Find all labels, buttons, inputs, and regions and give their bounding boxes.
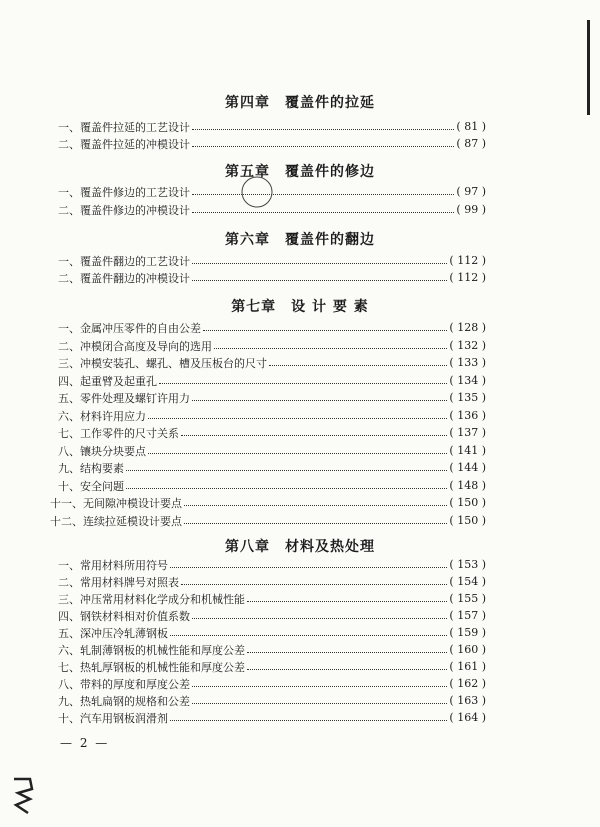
toc-entry[interactable] (58, 372, 486, 389)
entry-number: 二、 (58, 137, 80, 151)
leader-dots (192, 129, 454, 130)
toc-entry[interactable] (58, 118, 486, 135)
entry-title: 常用材料牌号对照表 (80, 575, 179, 589)
leader-dots (170, 720, 447, 721)
entry-title: 覆盖件拉延的冲模设计 (80, 137, 190, 151)
leader-dots (126, 488, 447, 489)
entry-page: ( 160 ) (449, 643, 486, 656)
toc-entry[interactable] (58, 269, 486, 286)
leader-dots (192, 194, 454, 195)
leader-dots (170, 567, 447, 568)
entry-title: 金属冲压零件的自由公差 (80, 321, 201, 335)
entry-page: ( 136 ) (449, 409, 486, 422)
entry-page: ( 159 ) (449, 626, 486, 639)
entry-title: 带料的厚度和厚度公差 (80, 677, 190, 691)
entry-number: 六、 (58, 643, 80, 657)
entry-page: ( 162 ) (449, 677, 486, 690)
entry-page: ( 134 ) (449, 374, 486, 387)
leader-dots (126, 470, 447, 471)
toc-entry[interactable] (58, 442, 486, 459)
entry-page: ( 154 ) (449, 575, 486, 588)
entry-number: 六、 (58, 409, 80, 423)
entry-title: 覆盖件修边的工艺设计 (80, 185, 190, 199)
page-number: — 2 — (60, 736, 110, 750)
toc-entry[interactable] (58, 590, 486, 607)
leader-dots (192, 703, 447, 704)
entry-title: 结构要素 (80, 461, 124, 475)
leader-dots (203, 330, 447, 331)
entry-number: 一、 (58, 558, 80, 572)
leader-dots (247, 652, 447, 653)
entry-page: ( 132 ) (449, 339, 486, 352)
entry-page: ( 164 ) (449, 711, 486, 724)
entry-number: 四、 (58, 374, 80, 388)
entry-page: ( 157 ) (449, 609, 486, 622)
entry-title: 汽车用钢板润滑剂 (80, 711, 168, 725)
leader-dots (170, 635, 447, 636)
toc-entry[interactable] (58, 709, 486, 726)
toc-entry[interactable] (58, 252, 486, 269)
entry-number: 二、 (58, 575, 80, 589)
entry-number: 十、 (58, 711, 80, 725)
entry-number: 二、 (58, 271, 80, 285)
entry-title: 钢铁材料相对价值系数 (80, 609, 190, 623)
stamp-mark (10, 775, 36, 819)
leader-dots (181, 435, 447, 436)
leader-dots (192, 618, 447, 619)
entry-title: 冲压常用材料化学成分和机械性能 (80, 592, 245, 606)
toc-entry[interactable] (58, 477, 486, 494)
toc-entry[interactable] (58, 459, 486, 476)
entry-page: ( 163 ) (449, 694, 486, 707)
chapter-title: 第四章 覆盖件的拉延 (225, 95, 375, 111)
entry-number: 十二、 (50, 514, 83, 528)
leader-dots (247, 669, 447, 670)
entry-title: 镶块分块要点 (80, 444, 146, 458)
entry-number: 七、 (58, 426, 80, 440)
entry-page: ( 153 ) (449, 558, 486, 571)
toc-entry[interactable] (58, 658, 486, 675)
entry-title: 冲模安装孔、螺孔、槽及压板台的尺寸 (80, 356, 267, 370)
entry-page: ( 148 ) (449, 479, 486, 492)
toc-entry[interactable] (58, 624, 486, 641)
entry-title: 常用材料所用符号 (80, 558, 168, 572)
entry-number: 九、 (58, 694, 80, 708)
entry-title: 覆盖件翻边的工艺设计 (80, 254, 190, 268)
entry-title: 热轧厚钢板的机械性能和厚度公差 (80, 660, 245, 674)
leader-dots (192, 686, 447, 687)
leader-dots (159, 383, 447, 384)
leader-dots (192, 280, 447, 281)
leader-dots (148, 418, 447, 419)
toc-entry[interactable] (50, 494, 486, 511)
toc-entry[interactable] (58, 389, 486, 406)
entry-page: ( 99 ) (456, 203, 486, 216)
entry-page: ( 150 ) (449, 514, 486, 527)
entry-title: 冲模闭合高度及导向的选用 (80, 339, 212, 353)
leader-dots (181, 584, 447, 585)
toc-entry[interactable] (58, 135, 486, 152)
chapter-title: 第六章 覆盖件的翻边 (225, 232, 375, 248)
circle-mark (240, 175, 274, 209)
entry-title: 材料许用应力 (80, 409, 146, 423)
entry-number: 三、 (58, 592, 80, 606)
leader-dots (184, 523, 447, 524)
entry-page: ( 81 ) (456, 120, 486, 133)
leader-dots (192, 146, 454, 147)
leader-dots (192, 400, 447, 401)
toc-entry[interactable] (58, 692, 486, 709)
entry-number: 一、 (58, 185, 80, 199)
chapter-title: 第七章 设 计 要 素 (231, 299, 369, 315)
entry-number: 十一、 (50, 496, 83, 510)
entry-number: 一、 (58, 120, 80, 134)
entry-title: 覆盖件修边的冲模设计 (80, 203, 190, 217)
entry-number: 四、 (58, 609, 80, 623)
entry-title: 覆盖件拉延的工艺设计 (80, 120, 190, 134)
entry-number: 一、 (58, 254, 80, 268)
entry-number: 七、 (58, 660, 80, 674)
entry-page: ( 128 ) (449, 321, 486, 334)
entry-page: ( 161 ) (449, 660, 486, 673)
leader-dots (184, 505, 447, 506)
entry-number: 九、 (58, 461, 80, 475)
toc-entry[interactable] (58, 573, 486, 590)
toc-entry[interactable] (58, 556, 486, 573)
toc-entry[interactable] (58, 675, 486, 692)
toc-entry[interactable] (58, 607, 486, 624)
entry-title: 工作零件的尺寸关系 (80, 426, 179, 440)
entry-number: 五、 (58, 391, 80, 405)
entry-page: ( 133 ) (449, 356, 486, 369)
entry-page: ( 97 ) (456, 185, 486, 198)
entry-number: 八、 (58, 444, 80, 458)
entry-page: ( 135 ) (449, 391, 486, 404)
entry-page: ( 141 ) (449, 444, 486, 457)
toc-entry[interactable] (58, 354, 486, 371)
entry-title: 轧制薄钢板的机械性能和厚度公差 (80, 643, 245, 657)
entry-number: 三、 (58, 356, 80, 370)
entry-page: ( 155 ) (449, 592, 486, 605)
chapter-title: 第五章 覆盖件的修边 (225, 164, 375, 180)
entry-number: 一、 (58, 321, 80, 335)
toc-entry[interactable] (50, 512, 486, 529)
leader-dots (148, 453, 447, 454)
entry-title: 无间隙冲模设计要点 (83, 496, 182, 510)
leader-dots (247, 601, 447, 602)
entry-number: 五、 (58, 626, 80, 640)
entry-title: 起重臂及起重孔 (80, 374, 157, 388)
entry-page: ( 144 ) (449, 461, 486, 474)
entry-title: 热轧扁钢的规格和公差 (80, 694, 190, 708)
toc-entry[interactable] (58, 407, 486, 424)
leader-dots (214, 348, 447, 349)
entry-number: 二、 (58, 203, 80, 217)
entry-title: 零件处理及螺钉许用力 (80, 391, 190, 405)
toc-entry[interactable] (58, 424, 486, 441)
entry-title: 连续拉延模设计要点 (83, 514, 182, 528)
entry-number: 八、 (58, 677, 80, 691)
entry-page: ( 137 ) (449, 426, 486, 439)
toc-entry[interactable] (58, 319, 486, 336)
chapter-title: 第八章 材料及热处理 (225, 539, 375, 555)
leader-dots (192, 212, 454, 213)
entry-page: ( 150 ) (449, 496, 486, 509)
toc-entry[interactable] (58, 641, 486, 658)
entry-page: ( 112 ) (449, 271, 486, 284)
entry-page: ( 87 ) (456, 137, 486, 150)
entry-title: 安全问题 (80, 479, 124, 493)
leader-dots (192, 263, 447, 264)
entry-title: 覆盖件翻边的冲模设计 (80, 271, 190, 285)
toc-entry[interactable] (58, 337, 486, 354)
entry-page: ( 112 ) (449, 254, 486, 267)
entry-title: 深冲压冷轧薄钢板 (80, 626, 168, 640)
leader-dots (269, 365, 447, 366)
entry-number: 十、 (58, 479, 80, 493)
entry-number: 二、 (58, 339, 80, 353)
